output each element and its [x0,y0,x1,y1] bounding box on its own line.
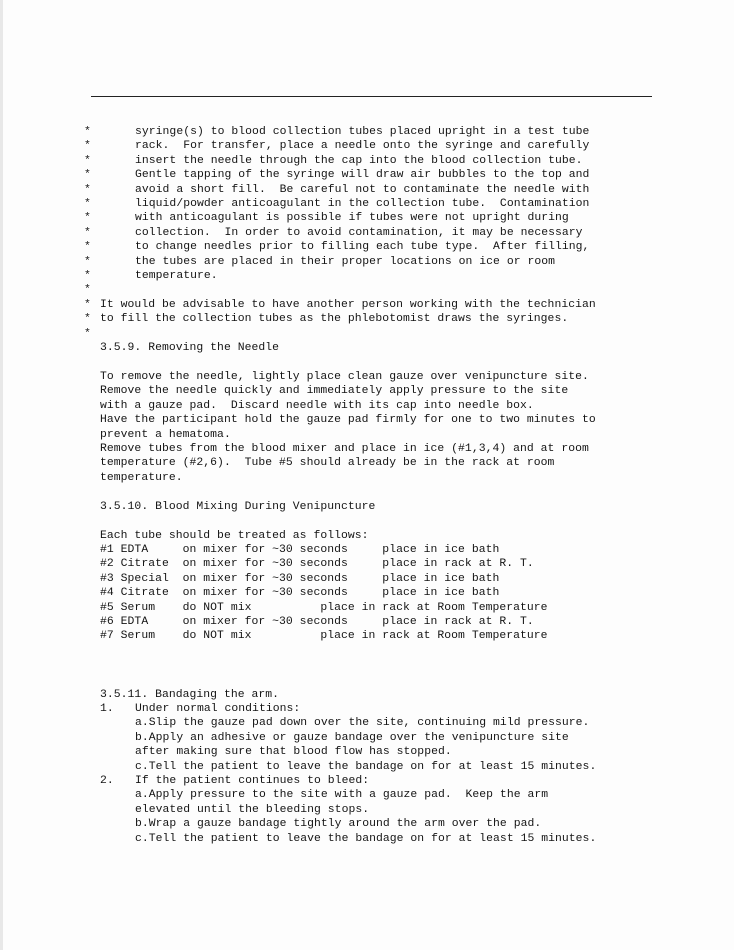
item-step: after making sure that blood flow has stopped. [135,746,452,759]
asterisk-marker: * [84,313,91,326]
tube-row: #5 Serum do NOT mix place in rack at Room Temperature [100,601,548,614]
paragraph-line: liquid/powder anticoagulant in the collection tube. Contamination [135,198,590,210]
section-heading: 3.5.10. Blood Mixing During Venipuncture [100,500,376,513]
section-intro: Each tube should be treated as follows: [100,529,369,542]
item-step: a.Apply pressure to the site with a gauze pad. Keep the arm [135,789,549,802]
section-line: with a gauze pad. Discard needle with its cap into needle box. [100,399,534,412]
item-number: 1. [100,702,114,715]
header-rule [91,96,652,97]
paragraph-line: to change needles prior to filling each tube type. After filling, [135,241,590,254]
paragraph-line: temperature. [135,270,218,282]
tube-row: #4 Citrate on mixer for ~30 seconds place in ice bath [100,587,500,600]
asterisk-marker: * [84,226,91,239]
tube-row: #7 Serum do NOT mix place in rack at Room Temperature [100,630,548,643]
item-step: a.Slip the gauze pad down over the site, continuing mild pressure. [135,717,590,730]
section-line: Remove tubes from the blood mixer and place in ice (#1,3,4) and at room [100,443,589,455]
paragraph-line: the tubes are placed in their proper locations on ice or room [135,255,556,268]
asterisk-marker: * [84,327,91,340]
asterisk-marker: * [84,284,91,297]
item-step: c.Tell the patient to leave the bandage on for at least 15 minutes. [135,760,597,773]
tube-row: #1 EDTA on mixer for ~30 seconds place in ice bath [100,543,500,556]
asterisk-marker: * [84,169,91,182]
section-heading: 3.5.11. Bandaging the arm. [100,688,280,701]
asterisk-marker: * [84,298,91,311]
item-number: 2. [100,774,114,787]
section-line: To remove the needle, lightly place clean gauze over venipuncture site. [100,371,589,383]
asterisk-marker: * [84,270,91,282]
section-line: Have the participant hold the gauze pad firmly for one to two minutes to [100,414,596,427]
tube-row: #2 Citrate on mixer for ~30 seconds place in rack at R. T. [100,558,534,571]
asterisk-marker: * [84,255,91,268]
asterisk-marker: * [84,140,91,153]
note-line: to fill the collection tubes as the phlebotomist draws the syringes. [100,313,569,326]
asterisk-marker: * [84,126,91,138]
section-line: temperature. [100,471,183,484]
item-title: If the patient continues to bleed: [135,774,370,787]
asterisk-marker: * [84,183,91,196]
item-title: Under normal conditions: [135,702,301,715]
tube-row: #3 Special on mixer for ~30 seconds place in ice bath [100,572,500,585]
section-heading: 3.5.9. Removing the Needle [100,342,280,354]
paragraph-line: Gentle tapping of the syringe will draw air bubbles to the top and [135,169,590,182]
asterisk-marker: * [84,198,91,210]
asterisk-marker: * [84,154,91,167]
paragraph-line: with anticoagulant is possible if tubes were not upright during [135,212,569,225]
paragraph-line: collection. In order to avoid contamination, it may be necessary [135,226,583,239]
item-step: elevated until the bleeding stops. [135,803,370,816]
paragraph-line: avoid a short fill. Be careful not to contaminate the needle with [135,183,590,196]
scan-edge [0,0,3,950]
item-step: b.Apply an adhesive or gauze bandage over the venipuncture site [135,731,569,744]
section-line: Remove the needle quickly and immediately apply pressure to the site [100,385,569,398]
section-line: temperature (#2,6). Tube #5 should already be in the rack at room [100,457,555,470]
section-line: prevent a hematoma. [100,428,231,441]
asterisk-marker: * [84,241,91,254]
item-step: c.Tell the patient to leave the bandage on for at least 15 minutes. [135,832,597,845]
paragraph-line: insert the needle through the cap into the blood collection tube. [135,154,583,167]
note-line: It would be advisable to have another person working with the technician [100,298,596,311]
tube-row: #6 EDTA on mixer for ~30 seconds place in rack at R. T. [100,615,534,628]
paragraph-line: syringe(s) to blood collection tubes placed upright in a test tube [135,126,590,138]
paragraph-line: rack. For transfer, place a needle onto the syringe and carefully [135,140,590,153]
item-step: b.Wrap a gauze bandage tightly around the arm over the pad. [135,818,542,831]
asterisk-marker: * [84,212,91,225]
